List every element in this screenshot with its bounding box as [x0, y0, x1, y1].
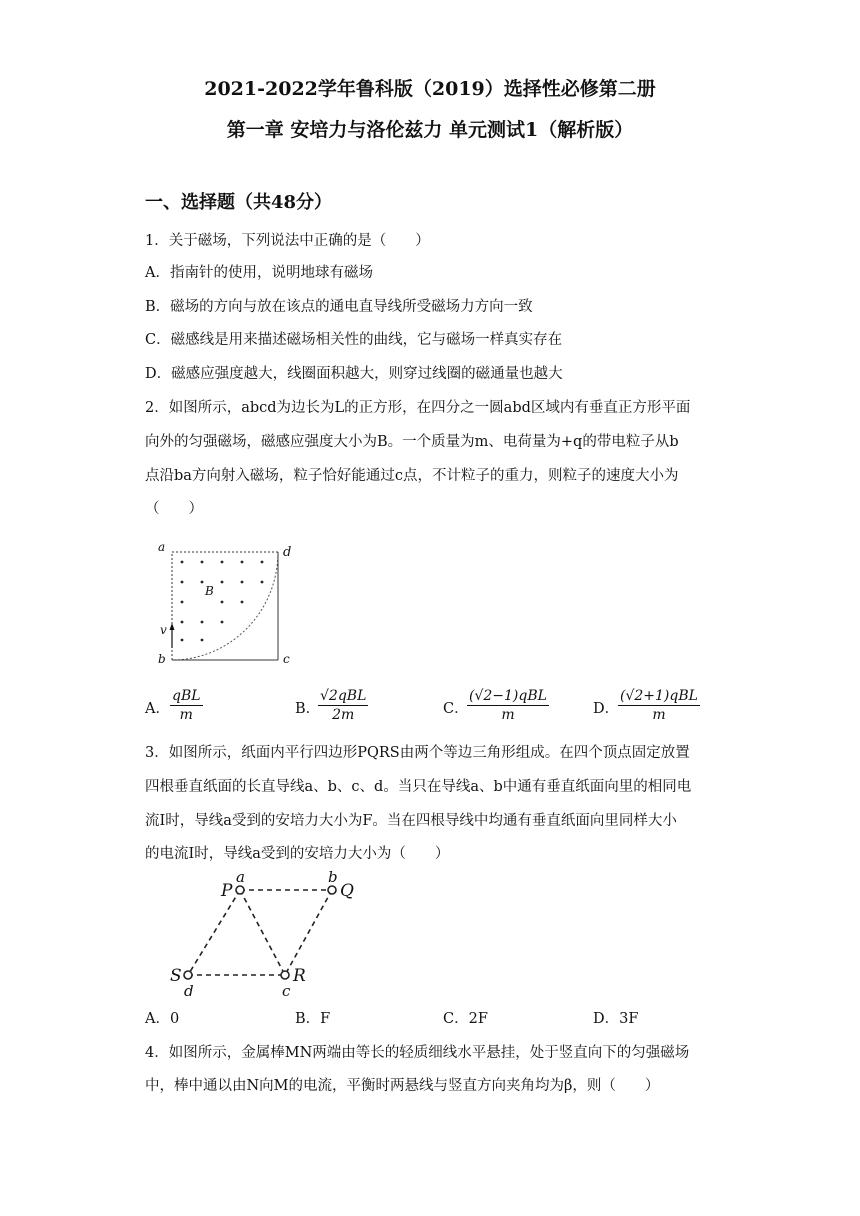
q2-label-field-b: B: [205, 584, 214, 598]
q2-line-4: （ ）: [145, 501, 203, 517]
q3-option-c: C．2F: [443, 1011, 488, 1027]
q2-option-d-fraction: [618, 688, 700, 723]
q2-label-b: b: [158, 652, 166, 666]
q2-option-c-denominator: m: [501, 707, 515, 723]
q3-option-b: B．F: [295, 1011, 331, 1027]
q2-option-d-denominator: m: [652, 707, 666, 723]
q3-option-a: A．0: [145, 1011, 180, 1027]
q2-option-a-label: A．: [145, 701, 170, 717]
q2-option-b-fraction: [318, 688, 368, 723]
q2-label-d: d: [283, 545, 292, 560]
q1-option-b: B．磁场的方向与放在该点的通电直导线所受磁场力方向一致: [145, 299, 533, 315]
q2-line-2: 向外的匀强磁场，磁感应强度大小为B。一个质量为m、电荷量为+q的带电粒子从b: [145, 434, 679, 450]
q1-stem: 1．关于磁场，下列说法中正确的是（ ）: [145, 233, 430, 249]
wire-c: [281, 971, 289, 979]
q3-line-1: 3．如图所示，纸面内平行四边形PQRS由两个等边三角形组成。在四个顶点固定放置: [145, 745, 690, 761]
q2-option-a-denominator: m: [179, 707, 193, 723]
wire-b: [328, 886, 336, 894]
q3-line-4: 的电流I时，导线a受到的安培力大小为（ ）: [145, 846, 450, 862]
q2-option-d-numerator: (√2+1)qBL: [620, 688, 698, 704]
q1-option-d: D．磁感应强度越大，线圈面积越大，则穿过线圈的磁通量也越大: [145, 366, 563, 382]
q2-figure: [155, 540, 300, 670]
q2-line-3: 点沿ba方向射入磁场，粒子恰好能通过c点，不计粒子的重力，则粒子的速度大小为: [145, 468, 679, 484]
wire-a: [236, 886, 244, 894]
q3-line-3: 流I时，导线a受到的安培力大小为F。当在四根导线中均通有垂直纸面向里同样大小: [145, 813, 677, 829]
section-heading: 一、选择题（共48分）: [145, 192, 333, 213]
q2-option-c-label: C．: [443, 701, 469, 717]
q3-label-b: b: [328, 868, 338, 886]
q3-label-a: a: [236, 868, 245, 886]
q2-option-a-fraction: [170, 688, 203, 723]
q2-option-d-label: D．: [593, 701, 620, 717]
q2-option-c-numerator: (√2−1)qBL: [469, 688, 547, 704]
q3-label-d: d: [184, 982, 194, 1000]
quarter-arc: [172, 552, 278, 660]
q4-line-1: 4．如图所示，金属棒MN两端由等长的轻质细线水平悬挂，处于竖直向下的匀强磁场: [145, 1045, 690, 1061]
q3-label-Q: Q: [340, 881, 354, 901]
square-outline: [172, 552, 278, 660]
title-line-1: 2021-2022学年鲁科版（2019）选择性必修第二册: [204, 78, 656, 100]
wire-d: [184, 971, 192, 979]
q2-label-a: a: [158, 540, 166, 554]
q1-option-c: C．磁感线是用来描述磁场相关性的曲线，它与磁场一样真实存在: [145, 332, 563, 348]
title-line-2: 第一章 安培力与洛伦兹力 单元测试1（解析版）: [226, 119, 634, 141]
q2-option-a-numerator: qBL: [172, 688, 201, 704]
field-dots: [181, 561, 264, 642]
q4-line-2: 中，棒中通以由N向M的电流，平衡时两悬线与竖直方向夹角均为β，则（ ）: [145, 1078, 660, 1094]
q2-option-c-fraction: [467, 688, 549, 723]
q2-option-b-numerator: √2qBL: [320, 688, 367, 704]
q1-option-a: A．指南针的使用，说明地球有磁场: [145, 265, 373, 281]
q3-label-S: S: [170, 966, 182, 986]
q3-label-P: P: [221, 881, 233, 901]
q2-label-c: c: [283, 652, 290, 666]
q2-line-1: 2．如图所示，abcd为边长为L的正方形，在四分之一圆abd区域内有垂直正方形平面: [145, 400, 691, 416]
q2-option-b-label: B．: [295, 701, 321, 717]
q3-label-c: c: [282, 982, 291, 1000]
q3-option-d: D．3F: [593, 1011, 639, 1027]
q2-label-v: v: [160, 623, 167, 637]
q3-label-R: R: [293, 966, 306, 986]
q2-option-b-denominator: 2m: [332, 707, 355, 723]
q3-line-2: 四根垂直纸面的长直导线a、b、c、d。当只在导线a、b中通有垂直纸面向里的相同电: [145, 779, 692, 795]
